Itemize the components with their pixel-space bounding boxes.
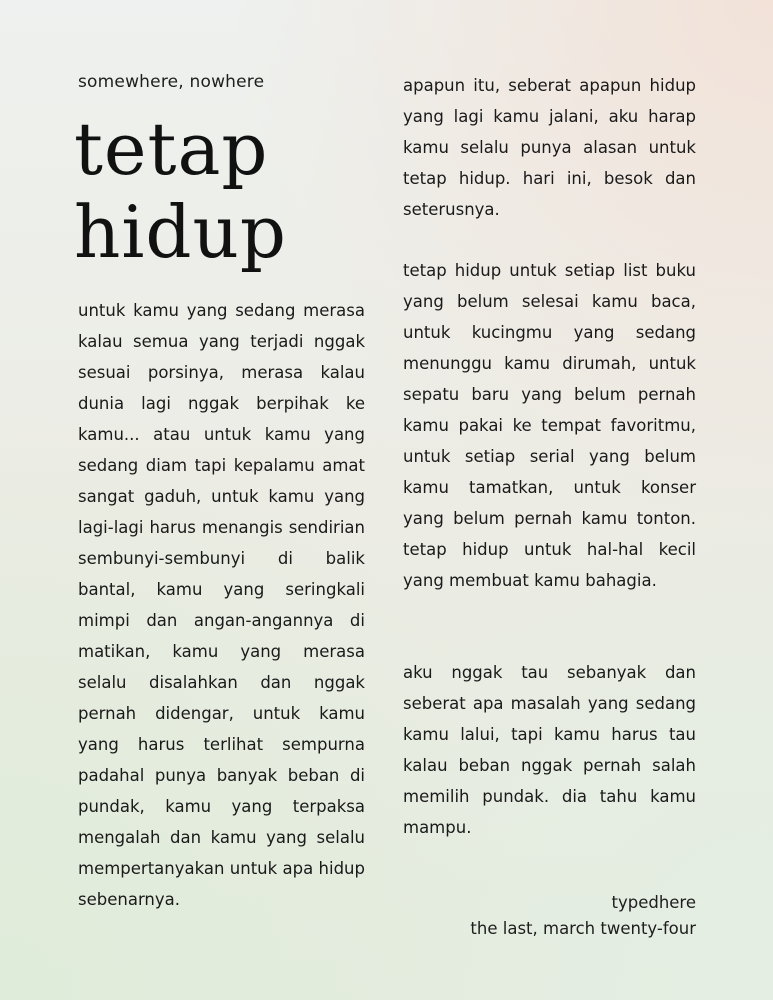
location-subtitle: somewhere, nowhere: [78, 72, 265, 92]
signature-author: typedhere: [611, 893, 696, 912]
signature-date: the last, march twenty-four: [470, 919, 696, 938]
left-paragraph: untuk kamu yang sedang merasa kalau semua yang terjadi nggak sesuai porsinya, merasa kalau dunia lagi nggak berpihak ke kamu... atau untuk kamu yang sedang diam tapi kepalamu amat sangat gaduh, untuk kamu yang lagi-lagi harus menangis sendirian sembunyi-sembunyi di balik bantal, kamu yang seringkali mimpi dan angan-angannya di matikan, kamu yang merasa selalu disalahkan dan nggak pernah didengar, untuk kamu yang harus terlihat sempurna padahal punya banyak beban di pundak, kamu yang terpaksa mengalah dan kamu yang selalu mempertanyakan untuk apa hidup sebenarnya.: [78, 301, 365, 909]
title-line-2: hidup: [74, 190, 287, 274]
signature-block: [470, 890, 696, 942]
title-line-1: tetap: [74, 107, 269, 191]
right-paragraph-2: tetap hidup untuk setiap list buku yang belum selesai kamu baca, untuk kucingmu yang sedang menunggu kamu dirumah, untuk sepatu baru yang belum pernah kamu pakai ke tempat favoritmu, untuk setiap serial yang belum kamu tamatkan, untuk konser yang belum pernah kamu tonton. tetap hidup untuk hal-hal kecil yang membuat kamu bahagia.: [403, 261, 696, 590]
right-paragraph-1: apapun itu, seberat apapun hidup yang lagi kamu jalani, aku harap kamu selalu punya alasan untuk tetap hidup. hari ini, besok dan seterusnya.: [403, 76, 696, 219]
right-paragraph-3: aku nggak tau sebanyak dan seberat apa masalah yang sedang kamu lalui, tapi kamu harus tau kalau beban nggak pernah salah memilih pundak. dia tahu kamu mampu.: [403, 663, 696, 837]
page-title: [74, 108, 287, 274]
